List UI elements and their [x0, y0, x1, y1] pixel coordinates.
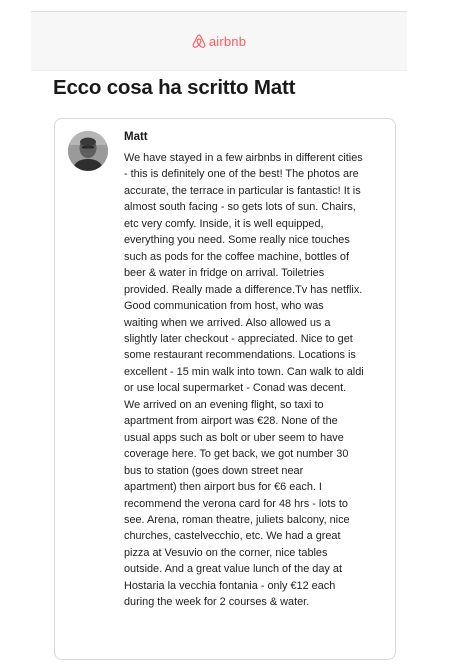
- reviewer-photo: [68, 131, 108, 171]
- brand-logo[interactable]: [192, 34, 246, 49]
- app-header: [31, 11, 407, 71]
- airbnb-logo-icon: [192, 34, 206, 49]
- reviewer-name: Matt: [124, 131, 148, 143]
- review-card: [54, 118, 396, 660]
- reviewer-avatar[interactable]: [68, 131, 108, 171]
- brand-name: airbnb: [208, 33, 247, 49]
- page-title: Ecco cosa ha scritto Matt: [53, 76, 296, 99]
- review-text: We have stayed in a few airbnbs in different cities - this is definitely one of the best! The photos are accurate, the terrace in particular is fantastic! It is almost south facing - so gets lots of sun. Chairs, etc very comfy. Inside, it is well equipped, everything you need. Some really nice touches such as pods for the coffee machine, bottles of beer & water in fridge on arrival. Toiletries provided. Really made a difference.Tv has netflix. Good communication from host, who was waiting when we arrived. Also allowed us a slightly later checkout - appreciated. Nice to get some restaurant recommendations. Locations is excellent - 15 min walk into town. Can walk to aldi or use local supermarket - Conad was decent. We arrived on an evening flight, so taxi to apartment from airport was €28. None of the usual apps such as bolt or uber seem to have coverage here. To get back, we got number 30 bus to station (goes down street near apartment) then airport bus for €6 each. I recommend the verona card for 48 hrs - lots to see. Arena, roman theatre, juliets balcony, nice churches, castelvecchio, etc. We had a great pizza at Vesuvio on the corner, nice tables outside. And a great value lunch of the day at Hostaria la vecchia fontania - only €12 each during the week for 2 courses & water.: [124, 152, 364, 609]
